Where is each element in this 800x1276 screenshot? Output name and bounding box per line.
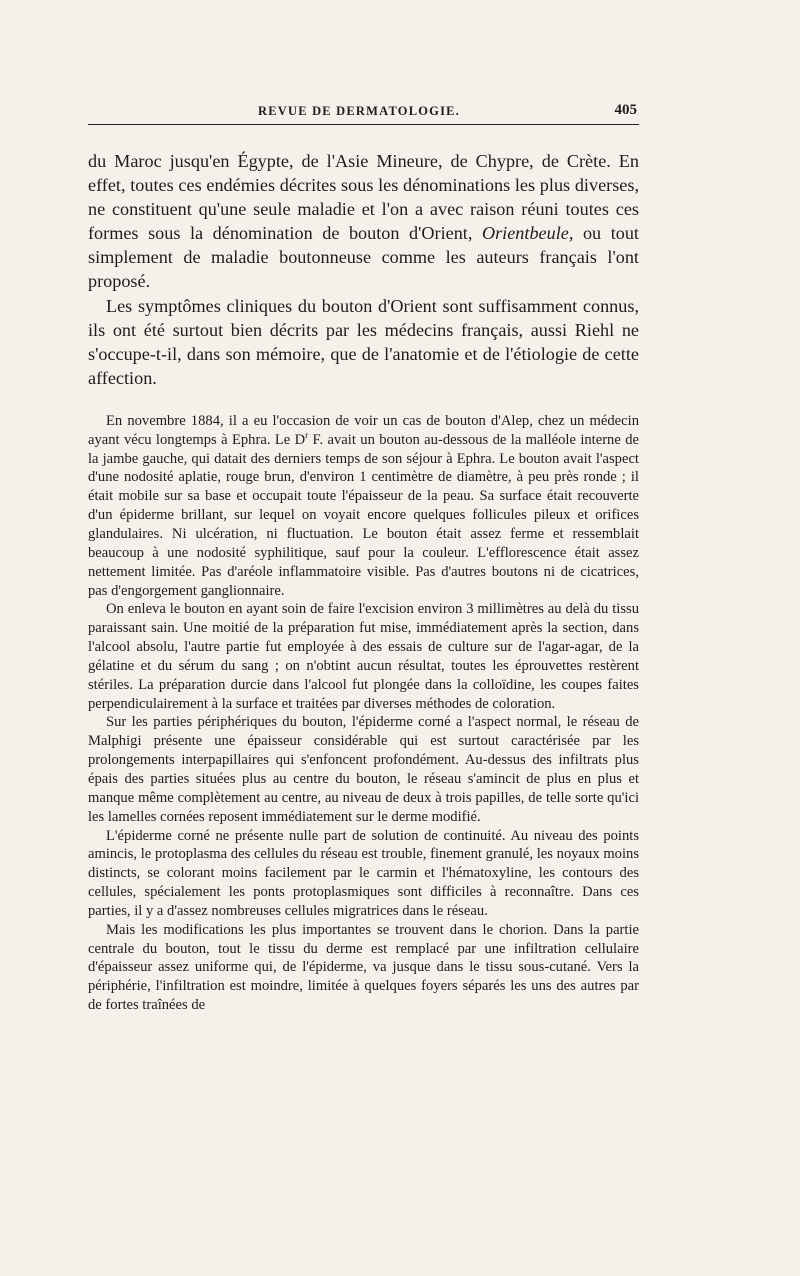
paragraph-continuation: du Maroc jusqu'en Égypte, de l'Asie Mineure, de Chypre, de Crète. En effet, toutes ces endémies décrites sous les dénominations les plus diverses, ne constituent qu'une seule maladie et l'on a avec raison réuni toutes ces formes sous la dénomination de bouton d'Orient, Orientbeule, ou tout simplement de maladie boutonneuse comme les auteurs français l'ont proposé.: [88, 151, 639, 292]
italic-term: Orientbeule: [481, 223, 569, 244]
running-title: REVUE DE DERMATOLOGIE.: [258, 104, 461, 118]
paragraph-excision: On enleva le bouton en ayant soin de faire l'excision environ 3 millimètres au delà du tissu paraissant sain. Une moitié de la préparation fut mise, immédiatement après la section, dans l'alcool absolu, l'autre partie fut employée à des essais de culture sur de l'agar-agar, de la gélatine et du sérum du sang ; on n'obtint aucun résultat, toutes les éprouvettes restèrent stériles. La préparation durcie dans l'alcool fut plongée dans la colloïdine, les coupes faites perpendiculairement à la surface et traitées par diverses méthodes de coloration.: [88, 601, 639, 712]
paragraph-symptoms: Les symptômes cliniques du bouton d'Orient sont suffisamment connus, ils ont été surtout bien décrits par les médecins français, aussi Riehl ne s'occupe-t-il, dans son mémoire, que de l'anatomie et de l'étiologie de cette affection.: [88, 295, 639, 388]
page-number: 405: [614, 102, 637, 118]
large-text-section: [88, 149, 639, 390]
paragraph-case: En novembre 1884, il a eu l'occasion de voir un cas de bouton d'Alep, chez un médecin ayant vécu longtemps à Ephra. Le $D^r$ F. avait un bouton au-dessous de la malléole interne de la jambe gauche, qui datait des derniers temps de son séjour à Ephra. Le bouton avait l'aspect d'une nodosité aplatie, rouge brun, d'environ 1 centimètre de diamètre, à peu près ronde ; il était mobile sur sa base et occupait toute l'épaisseur de la peau. Sa surface était recouverte d'un épiderme brillant, sur lequel on voyait encore quelques follicules pileux et orifices glandulaires. Ni ulcération, ni fluctuation. Le bouton était assez ferme et ressemblait beaucoup à une nodosité syphilitique, sauf pour la couleur. L'efflorescence était assez nettement limitée. Pas d'aréole inflammatoire visible. Pas d'autres boutons ni de cicatrices, pas d'engorgement ganglionnaire.: [88, 412, 639, 599]
paragraph-periphery: Sur les parties périphériques du bouton, l'épiderme corné a l'aspect normal, le réseau de Malphigi présente une épaisseur considérable qui est surtout caractérisée par les prolongements interpapillaires qui s'enfoncent profondément. Au-dessus des infiltrats plus épais des parties situées plus au centre du bouton, le réseau s'amincit de plus en plus et manque même complètement au centre, au niveau de deux à trois papilles, de telle sorte qu'ici les lamelles cornées reposent immédiatement sur le derme modifié.: [88, 714, 639, 825]
paragraph-chorion: Mais les modifications les plus importantes se trouvent dans le chorion. Dans la partie centrale du bouton, tout le tissu du derme est remplacé par une infiltration cellulaire d'épaisseur assez uniforme qui, de l'épiderme, va jusque dans le tissu sous-cutané. Vers la périphérie, l'infiltration est moindre, limitée à quelques foyers séparés les uns des autres par de fortes traînées de: [88, 921, 639, 1014]
small-text-section: [88, 412, 639, 1015]
paragraph-epiderm: L'épiderme corné ne présente nulle part de solution de continuité. Au niveau des points amincis, le protoplasma des cellules du réseau est trouble, finement granulé, les noyaux moins distincts, se colorant moins facilement par le carmin et l'hématoxyline, les contours des cellules, spécialement les ponts protoplasmiques sont difficiles à reconnaître. Dans ces parties, il y a d'assez nombreuses cellules migratrices dans le réseau.: [88, 827, 639, 919]
document-page: [88, 100, 639, 1015]
page-header: [88, 100, 639, 125]
